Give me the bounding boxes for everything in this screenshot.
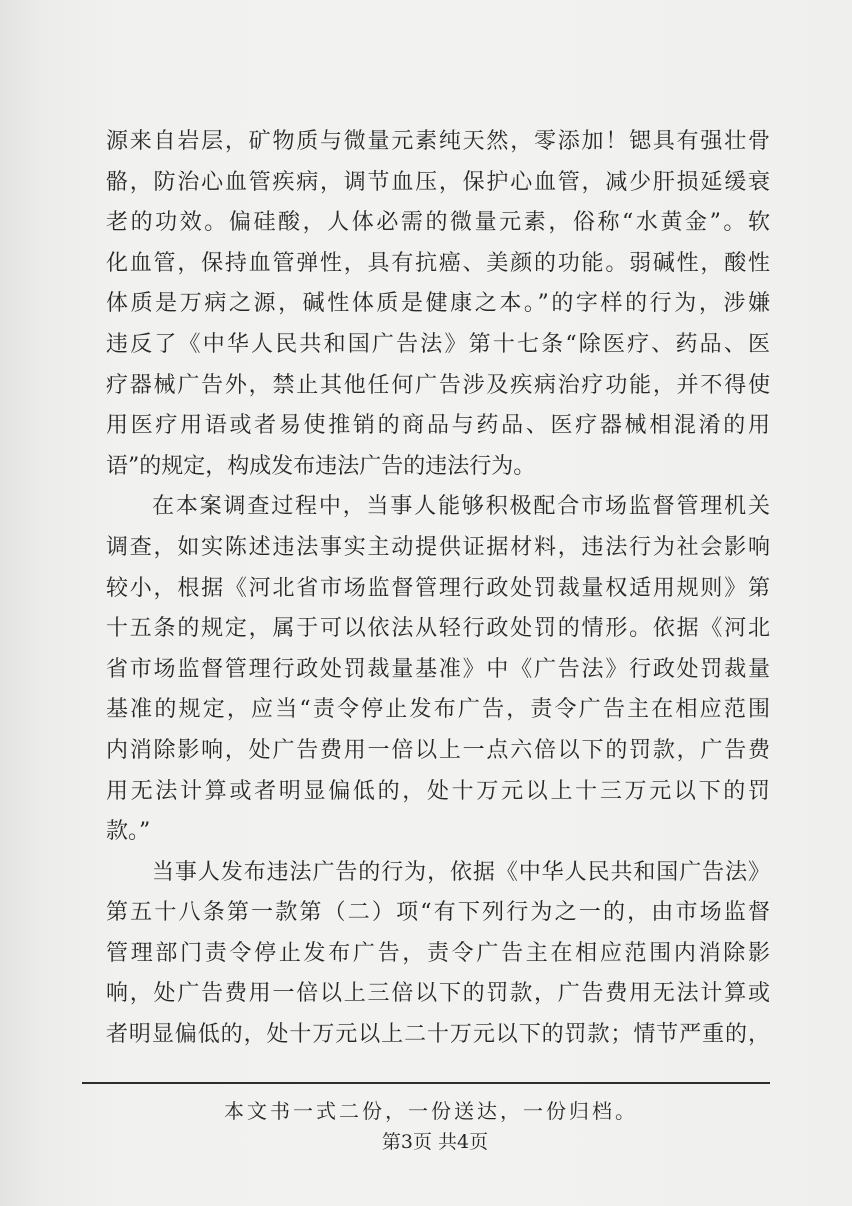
text-line: 骼，防治心血管疾病，调节血压，保护心血管，减少肝损延缓衰 [106, 169, 770, 195]
text-line: 响，处广告费用一倍以上三倍以下的罚款，广告费用无法计算或 [106, 981, 770, 1007]
footer-divider [82, 1082, 770, 1084]
text-line: 管理部门责令停止发布广告，责令广告主在相应范围内消除影 [106, 940, 770, 966]
text-line: 款。” [106, 819, 151, 845]
text-line: 疗器械广告外，禁止其他任何广告涉及疾病治疗功能，并不得使 [106, 372, 770, 398]
text-line: 当事人发布违法广告的行为，依据《中华人民共和国广告法》 [152, 859, 770, 885]
text-line: 违反了《中华人民共和国广告法》第十七条“除医疗、药品、医 [106, 331, 770, 357]
text-line: 者明显偏低的，处十万元以上二十万元以下的罚款；情节严重的， [106, 1022, 770, 1048]
text-line: 第五十八条第一款第（二）项“有下列行为之一的，由市场监督 [106, 900, 770, 926]
text-line: 用无法计算或者明显偏低的，处十万元以上十三万元以下的罚 [106, 778, 770, 804]
paragraph [106, 487, 770, 852]
text-line: 体质是万病之源，碱性体质是健康之本。”的字样的行为，涉嫌 [106, 291, 770, 317]
page-number: 第3页 共4页 [381, 1131, 489, 1153]
text-line: 十五条的规定，属于可以依法从轻行政处罚的情形。依据《河北 [106, 616, 770, 642]
text-line: 老的功效。偏硅酸，人体必需的微量元素，俗称“水黄金”。软 [106, 210, 770, 236]
paragraph [106, 122, 770, 487]
text-line: 调查，如实陈述违法事实主动提供证据材料，违法行为社会影响 [106, 534, 770, 560]
text-line: 内消除影响，处广告费用一倍以上一点六倍以下的罚款，广告费 [106, 737, 770, 763]
paragraph [106, 853, 770, 1056]
text-line: 基准的规定，应当“责令停止发布广告，责令广告主在相应范围 [106, 697, 770, 723]
text-line: 在本案调查过程中，当事人能够积极配合市场监督管理机关 [152, 494, 770, 520]
text-line: 用医疗用语或者易使推销的商品与药品、医疗器械相混淆的用 [106, 413, 770, 439]
text-line: 源来自岩层，矿物质与微量元素纯天然，零添加！锶具有强壮骨 [106, 129, 770, 154]
document-body [106, 122, 770, 1056]
copies-note: 本文书一式二份，一份送达，一份归档。 [224, 1099, 638, 1123]
text-line: 省市场监督管理行政处罚裁量基准》中《广告法》行政处罚裁量 [106, 656, 770, 682]
text-line: 较小，根据《河北省市场监督管理行政处罚裁量权适用规则》第 [106, 575, 770, 601]
text-line: 语”的规定，构成发布违法广告的违法行为。 [106, 453, 536, 479]
text-line: 化血管，保持血管弹性，具有抗癌、美颜的功能。弱碱性，酸性 [106, 250, 770, 276]
